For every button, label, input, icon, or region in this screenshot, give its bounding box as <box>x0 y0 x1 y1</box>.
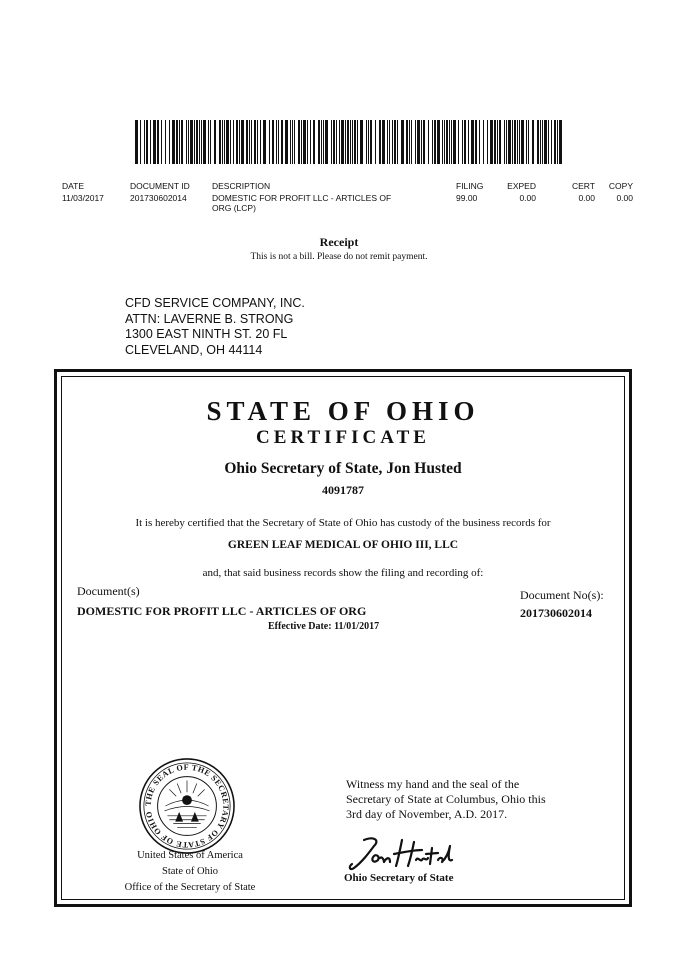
cert-header: CERT <box>572 181 595 191</box>
witness-line: 3rd day of November, A.D. 2017. <box>346 807 508 821</box>
signature-caption: Ohio Secretary of State <box>344 872 454 884</box>
col-cert <box>566 181 595 203</box>
witness-line: Witness my hand and the seal of the <box>346 777 520 791</box>
col-document-id <box>130 181 190 203</box>
seal-caption-line: Office of the Secretary of State <box>124 882 256 893</box>
witness-statement <box>346 777 572 822</box>
certificate-title: CERTIFICATE <box>256 427 430 448</box>
copy-header: COPY <box>608 181 633 191</box>
business-name: GREEN LEAF MEDICAL OF OHIO III, LLC <box>227 539 459 551</box>
address-line: ATTN: LAVERNE B. STRONG <box>125 311 294 326</box>
documents-value: DOMESTIC FOR PROFIT LLC - ARTICLES OF ORG <box>77 604 367 618</box>
certified-statement: It is hereby certified that the Secretary of State of Ohio has custody of the business records for <box>135 517 551 529</box>
filing-header: FILING <box>456 181 484 191</box>
date-header: DATE <box>62 181 85 191</box>
exped-value: 0.00 <box>519 193 536 203</box>
documents-label: Document(s) <box>77 584 140 598</box>
address-line: CLEVELAND, OH 44114 <box>125 342 263 357</box>
col-date <box>62 181 104 203</box>
description-header: DESCRIPTION <box>212 181 271 191</box>
col-description <box>212 181 412 213</box>
filing-value: 99.00 <box>456 193 478 203</box>
document-number-label: Document No(s): <box>520 588 604 602</box>
address-line: 1300 EAST NINTH ST. 20 FL <box>125 327 288 341</box>
address-line: CFD SERVICE COMPANY, INC. <box>125 296 305 310</box>
col-filing <box>456 181 483 203</box>
date-value: 11/03/2017 <box>62 193 104 203</box>
description-line1: DOMESTIC FOR PROFIT LLC - ARTICLES OF <box>212 193 392 203</box>
filing-statement: and, that said business records show the filing and recording of: <box>202 567 484 579</box>
certificate-body <box>61 376 625 900</box>
mailing-address <box>125 296 305 358</box>
document-id-value: 201730602014 <box>130 193 187 203</box>
signature <box>344 834 459 874</box>
col-copy <box>604 181 633 203</box>
certificate-frame <box>54 369 632 907</box>
receipt-note: This is not a bill. Please do not remit payment. <box>250 252 428 262</box>
certificate-state: STATE OF OHIO <box>206 396 480 426</box>
witness-line: Secretary of State at Columbus, Ohio this <box>346 792 546 806</box>
barcode <box>135 120 563 164</box>
col-exped <box>504 181 536 203</box>
ohio-seal-icon <box>138 757 236 855</box>
seal-caption-line: State of Ohio <box>162 866 218 877</box>
document-number-value: 201730602014 <box>520 606 592 620</box>
cert-value: 0.00 <box>578 193 595 203</box>
receipt-title: Receipt <box>319 235 359 249</box>
effective-date: Effective Date: 11/01/2017 <box>268 621 380 632</box>
seal-caption-line: United States of America <box>137 850 243 861</box>
secretary-name: Ohio Secretary of State, Jon Husted <box>224 460 462 477</box>
description-line2: ORG (LCP) <box>212 203 256 213</box>
document-id-header: DOCUMENT ID <box>130 181 190 191</box>
copy-value: 0.00 <box>616 193 633 203</box>
exped-header: EXPED <box>507 181 536 191</box>
seal-text: THE SEAL OF THE SECRETARY OF STATE OF OHIO <box>143 762 231 850</box>
certificate-number: 4091787 <box>322 483 364 497</box>
